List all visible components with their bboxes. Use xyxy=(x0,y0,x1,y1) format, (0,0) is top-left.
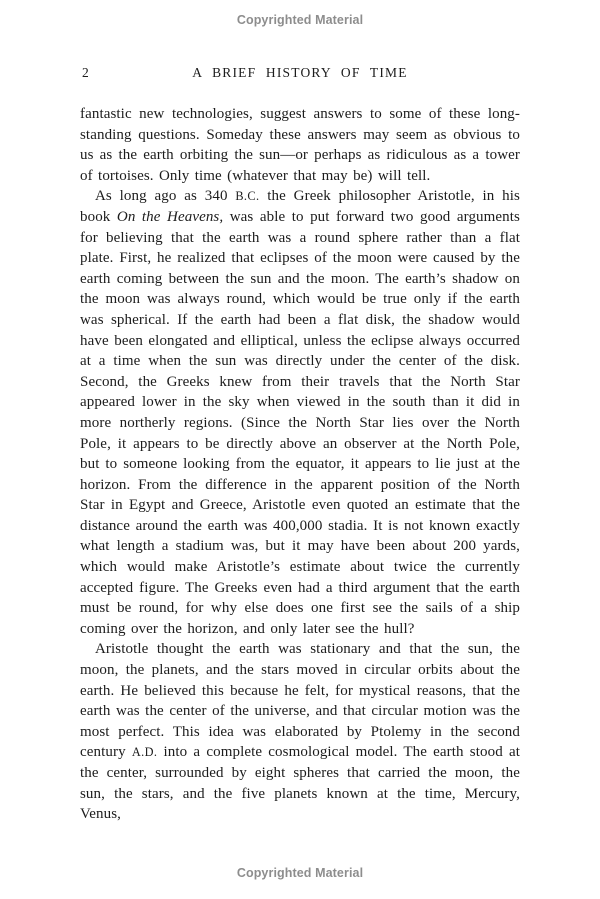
page-header xyxy=(80,65,520,81)
text-segment: was able to put forward two good arguments for believing that the earth was a round sphere rather than a flat plate. First, he realized that eclipses of the moon were caused by the earth coming between the sun and the moon. The earth’s shadow on the moon was always round, which would be true only if the earth was spherical. If the earth had been a flat disk, the shadow would have been elongated and elliptical, unless the eclipse always occurred at a time when the sun was directly under the center of the disk. Second, the Greeks knew from their travels that the North Star appeared lower in the sky when viewed in the south than it did in more northerly regions. (Since the North Star lies over the North Pole, it appears to be directly above an observer at the North Pole, but to someone looking from the equator, it appears to lie just at the horizon. From the difference in the apparent position of the North Star in Egypt and Greece, Aristotle even quoted an estimate that the distance around the earth was 400,000 stadia. It is not known exactly what length a stadium was, but it may have been about 200 yards, which would make Aristotle’s estimate about twice the currently accepted figure. The Greeks even had a third argument that the earth must be round, for why else does one first see the sails of a ship coming over the horizon, and only later see the hull? xyxy=(80,208,520,637)
text-segment: B.C. xyxy=(235,189,260,204)
paragraph xyxy=(80,186,520,639)
text-segment: A.D. xyxy=(131,745,158,760)
text-segment: into a complete cosmological model. The earth stood at the center, surrounded by eight spheres that carried the moon, the sun, the stars, and the five planets known at the time, Mercury, Venus, xyxy=(80,744,520,823)
text-segment: Aristotle thought the earth was stationary and that the sun, the moon, the planets, and the stars moved in circular orbits about the earth. He believed this because he felt, for mystical reasons, that the earth was the center of the universe, and that circular motion was the most perfect. This idea was elaborated by Ptolemy in the second century xyxy=(80,641,520,761)
text-segment: On the Heavens, xyxy=(116,208,224,225)
text-segment: As long ago as 340 xyxy=(95,188,236,205)
copyright-notice-top: Copyrighted Material xyxy=(236,13,364,27)
page-number: 2 xyxy=(82,65,89,80)
paragraph xyxy=(80,104,520,186)
text-segment: fantastic new technologies, suggest answers to some of these long-standing questions. Someday these answers may seem as obvious to us as the earth orbiting the sun—or perhaps as ridiculous as a tower of tortoises. Only time (whatever that may be) will tell. xyxy=(80,106,520,184)
paragraph xyxy=(80,639,520,824)
text-segment: the Greek philosopher Aristotle, in his book xyxy=(80,188,520,225)
copyright-notice-bottom: Copyrighted Material xyxy=(236,866,364,880)
running-head: A BRIEF HISTORY OF TIME xyxy=(192,65,408,80)
body-text xyxy=(80,104,520,825)
